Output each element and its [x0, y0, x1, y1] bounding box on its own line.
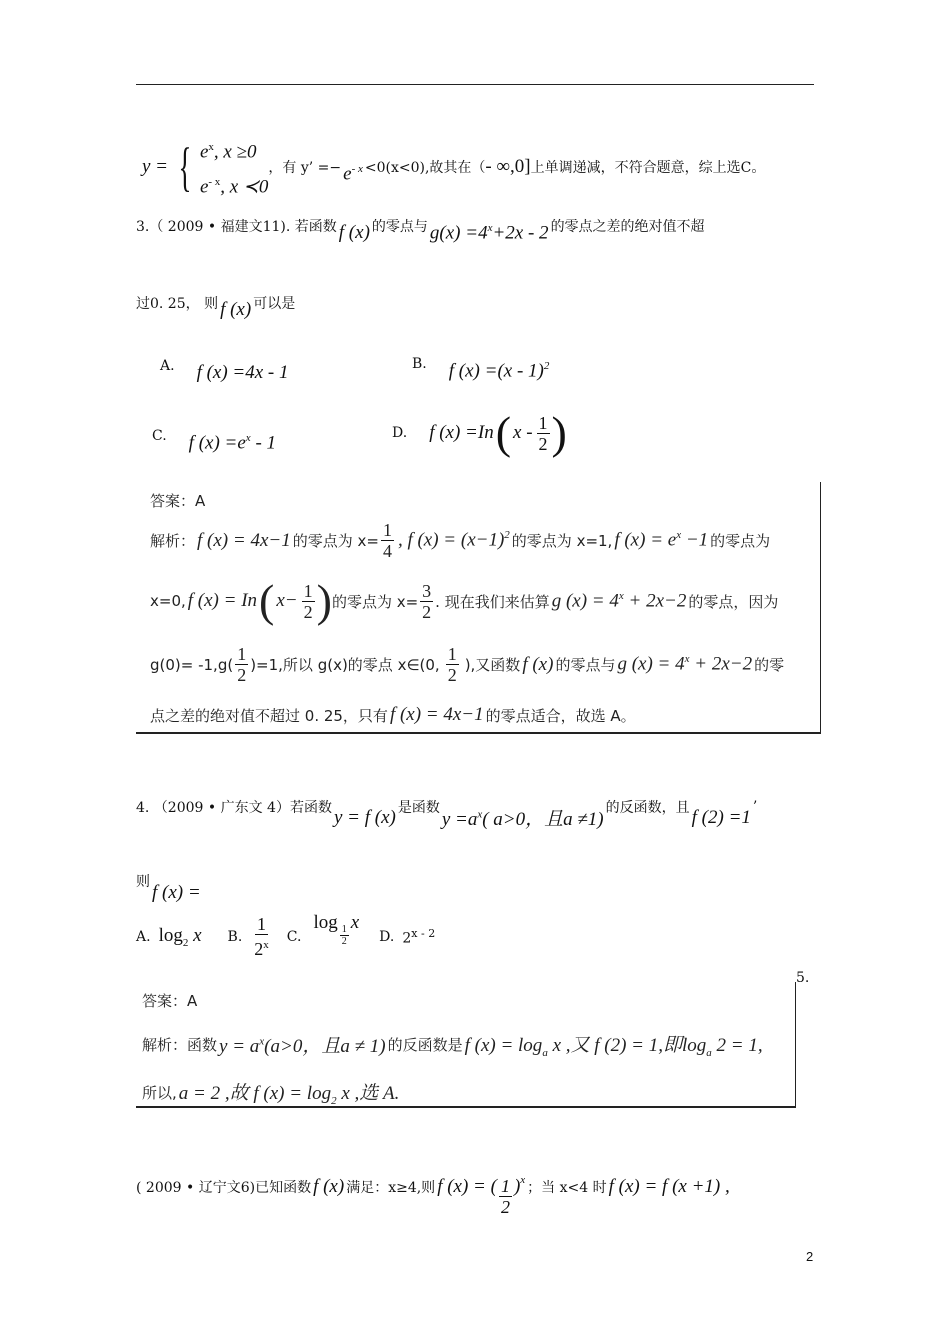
- text: 解析：函数: [142, 1035, 218, 1054]
- label: B.: [227, 928, 243, 945]
- text: 的反函数，且: [605, 799, 690, 816]
- math: x: [520, 1173, 526, 1186]
- question-4-cont: [136, 858, 203, 904]
- math: ( a>0，且a ≠1): [482, 809, 604, 830]
- numerator: 1: [500, 1176, 510, 1196]
- options-4: [136, 914, 435, 959]
- math: x -: [513, 422, 533, 443]
- text: 可以是: [253, 296, 296, 312]
- math: - x: [208, 176, 221, 189]
- text: 过0. 25， 则: [136, 296, 219, 312]
- document-page: y = { $e^x$, x ≥0 $e^{- x}$, x ≺0 ，有 y’ =− $e^{- x}$ <0(x<0),故其在（ - ∞,0] 上单调递减，不符合题意，综上选C。 3.（ 2009 • 福建文11). 若函数 f (x) 的零点与 $g(x) =4^x+2x - 2$ 的零点之差的绝对值不超 过0. 25， 则 f (x) 可以是 A. f (x) =4x - 1 B. f (x) =(x - 1)$^2$ C. f $(x) =e^x - 1$ D. f (x) =In ( x - $\frac{1}{2}$ ) 答案：A 解析： f (x) = 4x−1 的零点为 x= $\frac{1}{4}$ , f $(x) = (x-1)^2$ 的零点为 x=1, f $(x) = e^x -1$ 的零点为 x=0, f (x) = In ( x− $\frac{1}{2}$ ) 的零点为 x= $\frac{3}{2}$ . 现在我们来估算 g $(x) = 4^x + 2x-2$ 的零点，因为 g(0)= -1,g( $\frac{1}{2}$ )=1,所以 g(x)的零点 x∈(0, $\frac{1}{2}$ ),又函数 f (x) 的零点与 g $(x) = 4^x + 2x-2$ 的零 点之差的绝对值不超过 0. 25，只有 f (x) = 4x−1 的零点适合，故选 A。 4. （2009 • 广东文 4）若函数 y = f (x) 是函数 $y =a^x$( a>0，且a ≠1) 的反函数，且 f (2) =1 ’ 则 f (x) = A. $\log_2 x$ B. $\frac{1}{2^x}$ C. log $\frac{1}{2}$ x D. 2$^{x - 2}$ 答案：A 解析：函数 $y = a^x(a>0$，且a ≠ 1) 的反函数是 f $(x) = \log_a x$ ,又 f (2) = 1,即$\log_a 2 = 1$, 所以, a = 2 ,故 f $(x) = \log_2 x$ ,选 A. 5. ( 2009 • 辽宁文6)已知函数 f (x) 满足：x≥4,则 f (x) = ( $\frac{1}{2}$ ) $^x$ ；当 x<4 时 f (x) = f (x +1) , 2: [0, 0, 950, 1344]
- math: e: [343, 163, 352, 185]
- math: x: [350, 912, 360, 933]
- text: ( 2009 • 辽宁文6)已知函数: [136, 1179, 312, 1196]
- answer-label: 答案：A: [142, 992, 198, 1010]
- math: x: [487, 222, 493, 234]
- math: e: [199, 141, 209, 163]
- math: f (x) = log: [464, 1035, 543, 1056]
- label: B.: [412, 356, 427, 373]
- math: x - 2: [411, 926, 436, 940]
- math: x−: [276, 590, 298, 611]
- box-border: [820, 482, 821, 732]
- question-3-cont: [136, 285, 295, 321]
- cases: [200, 132, 268, 203]
- answer-label: 答案：A: [150, 492, 206, 510]
- math: +2x - 2: [492, 222, 549, 244]
- math: , f (x) = (x−1): [397, 529, 505, 551]
- math: 2: [504, 529, 510, 542]
- text: 的零: [754, 656, 785, 674]
- text: 3.（ 2009 • 福建文11). 若函数: [136, 219, 337, 236]
- text: 上单调递减，不符合题意，综上选C。: [530, 160, 766, 177]
- denominator: 2: [422, 601, 432, 622]
- math: f (x): [522, 653, 554, 675]
- text: g(0)= -1,g(: [150, 655, 234, 674]
- option-3d: D. f (x) =In ( x - $\frac{1}{2}$ ): [392, 407, 567, 458]
- option-3c: [152, 418, 276, 454]
- text: ),又函数: [464, 656, 521, 674]
- math: a: [542, 1046, 548, 1059]
- text: 点之差的绝对值不超过 0. 25，只有: [150, 706, 388, 725]
- denominator: 2: [538, 433, 548, 454]
- math: x: [188, 924, 202, 946]
- text: 的零点与: [371, 219, 428, 236]
- text: ；当 x<4 时: [527, 1179, 607, 1196]
- denominator: 2: [254, 939, 264, 959]
- math: 2 = 1,: [711, 1035, 763, 1056]
- math: f (x) = In: [187, 590, 258, 611]
- math: f (x) =In: [429, 422, 494, 443]
- numerator: 1: [538, 412, 548, 433]
- box-border: [795, 982, 796, 1107]
- denominator: 4: [382, 541, 392, 561]
- text: 的零点，因为: [688, 592, 779, 611]
- denominator: 2: [303, 601, 313, 622]
- math: f (x) =: [152, 882, 201, 903]
- denominator: 2: [341, 936, 347, 947]
- text: 的零点为: [710, 532, 771, 550]
- brace: {: [178, 137, 192, 198]
- math: , x ≥0: [213, 141, 257, 163]
- math: e: [199, 176, 209, 198]
- numerator: 3: [422, 580, 432, 601]
- text: ’: [752, 798, 758, 815]
- question-5: [136, 1156, 732, 1217]
- text: ，有 y’ =−: [268, 160, 342, 177]
- math: + 2x−2: [623, 590, 687, 612]
- text: )=1,所以 g(x)的零点 x∈(0,: [250, 656, 440, 674]
- math: + 2x−2: [689, 653, 753, 675]
- math: y =: [142, 156, 169, 178]
- math: y =a: [441, 809, 478, 830]
- math: - 1: [250, 432, 277, 454]
- math: (a>0，且a ≠ 1): [264, 1035, 386, 1057]
- text: 4. （2009 • 广东文 4）若函数: [136, 799, 332, 816]
- math: x ,又 f (2) = 1,即log: [547, 1035, 707, 1056]
- math: g (x) = 4: [551, 590, 619, 612]
- text: 是函数: [397, 799, 440, 816]
- numerator: 1: [257, 914, 267, 934]
- text: 的零点与: [555, 656, 616, 674]
- math: ): [513, 1175, 521, 1197]
- numerator: 1: [341, 924, 347, 935]
- math: f (x) =e: [188, 432, 246, 454]
- math: x: [263, 939, 269, 951]
- math: - ∞,0]: [485, 156, 531, 178]
- text: 解析：: [150, 532, 196, 550]
- text: 所以,: [142, 1083, 177, 1102]
- page-number: 2: [806, 1249, 814, 1264]
- math: x: [676, 529, 682, 542]
- math: f (2) =1: [691, 806, 751, 828]
- math: f (x): [338, 222, 370, 244]
- math: y = f (x): [333, 806, 396, 828]
- math: x: [259, 1035, 265, 1048]
- text: <0(x<0),故其在（: [364, 160, 486, 177]
- math: a: [706, 1046, 712, 1059]
- text: 的零点适合，故选 A。: [485, 706, 636, 725]
- math: f (x) =4x - 1: [196, 362, 289, 383]
- text: 的零点为 x=1,: [511, 532, 613, 550]
- math: f (x): [220, 299, 252, 320]
- math: g(x) =4: [429, 222, 488, 244]
- label: D.: [379, 928, 395, 945]
- math: −1: [681, 529, 709, 551]
- math: f (x) = f (x +1) ,: [608, 1175, 730, 1197]
- math: 2: [331, 1094, 337, 1107]
- question-5-number: 5.: [796, 970, 810, 986]
- text: 的零点为 x=: [331, 592, 419, 611]
- math: f (x) = 4x−1: [197, 529, 291, 551]
- question-4: [136, 782, 757, 831]
- math: x ,选 A.: [336, 1083, 400, 1104]
- math: 2: [182, 936, 189, 949]
- math: 2: [543, 360, 550, 372]
- math: - x: [351, 163, 363, 176]
- label: A.: [160, 358, 175, 374]
- option-3b: [412, 346, 549, 382]
- math: f (x): [313, 1175, 345, 1197]
- label: C.: [286, 928, 302, 945]
- text: 满足：x≥4,则: [346, 1179, 436, 1196]
- label: C.: [152, 428, 167, 445]
- math: f (x) = e: [614, 529, 677, 551]
- math: log: [313, 912, 338, 933]
- math: x: [208, 141, 214, 153]
- denominator: 2: [447, 665, 457, 685]
- numerator: 1: [382, 520, 392, 540]
- label: A.: [136, 928, 151, 945]
- math: log: [158, 924, 183, 946]
- math: a = 2 ,故 f (x) = log: [178, 1083, 332, 1104]
- math: x: [245, 432, 251, 444]
- box-border: [136, 732, 821, 734]
- math: f (x) = 4x−1: [389, 704, 484, 725]
- numerator: 1: [303, 580, 313, 601]
- math: y = a: [219, 1035, 260, 1057]
- line-piecewise: [140, 132, 765, 203]
- numerator: 1: [447, 644, 457, 664]
- label: D.: [392, 425, 408, 441]
- question-3: [136, 208, 705, 244]
- math: f (x) =(x - 1): [448, 360, 544, 382]
- math: 2: [402, 930, 412, 947]
- denominator: 2: [237, 665, 247, 685]
- text: 的零点之差的绝对值不超: [550, 219, 705, 236]
- header-rule: [136, 84, 814, 85]
- text: . 现在我们来估算: [435, 592, 550, 611]
- text: 则: [136, 874, 150, 890]
- text: 的反函数是: [387, 1035, 463, 1054]
- denominator: 2: [500, 1197, 510, 1217]
- math: x: [477, 808, 483, 821]
- option-3a: [160, 348, 289, 384]
- math: x: [618, 589, 624, 602]
- text: 的零点为 x=: [292, 532, 379, 550]
- math: x: [684, 653, 690, 666]
- math: f (x) = (: [437, 1175, 497, 1197]
- math: , x ≺0: [220, 176, 269, 198]
- numerator: 1: [237, 644, 247, 664]
- text: x=0,: [150, 592, 186, 610]
- math: g (x) = 4: [617, 653, 685, 675]
